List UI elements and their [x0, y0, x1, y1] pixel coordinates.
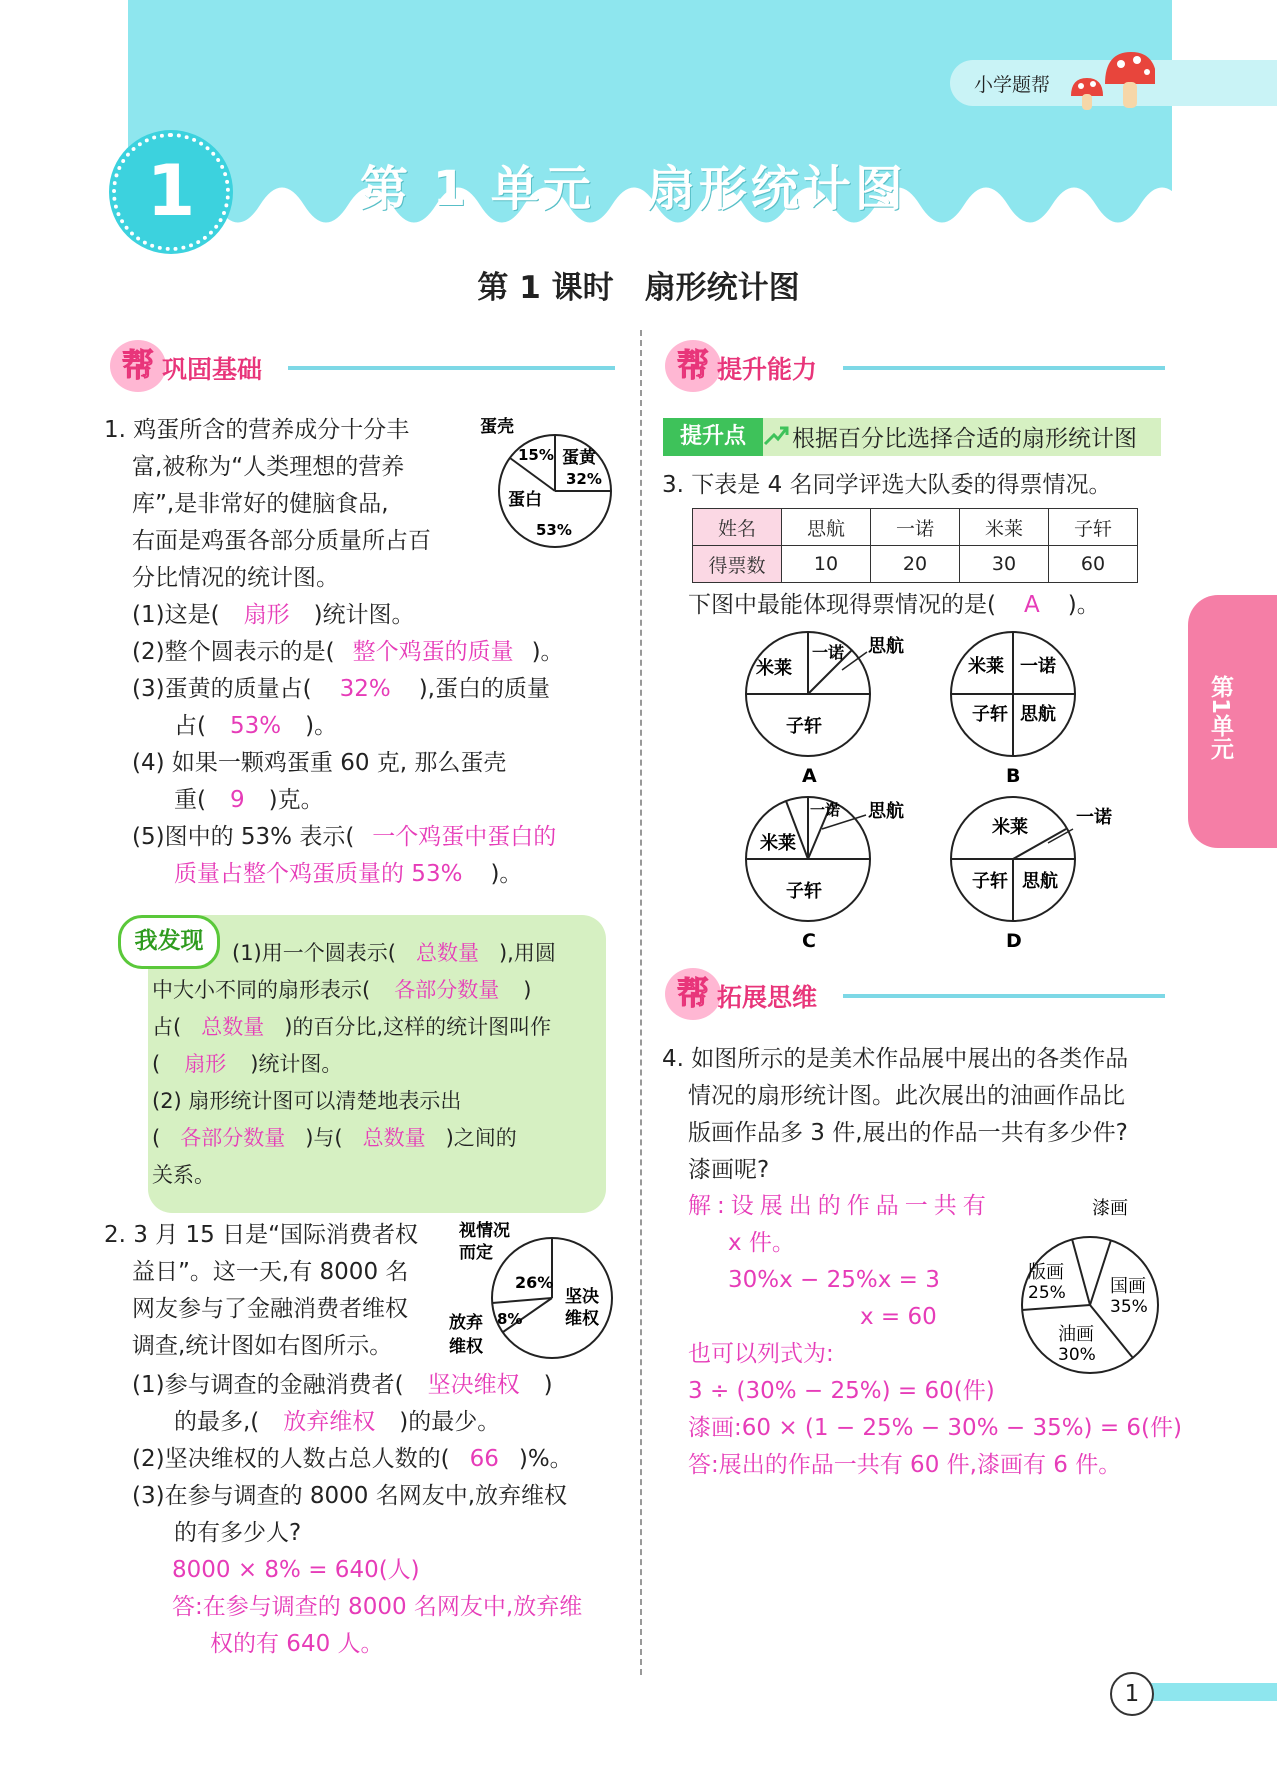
section-badge: 帮: [110, 340, 166, 392]
discover-line: ( 各部分数量 )与( 总数量 )之间的: [152, 1126, 517, 1150]
option-label: 思航: [1022, 871, 1058, 892]
option-label: 米莱: [968, 656, 1004, 677]
mushroom-icon: [1065, 48, 1155, 114]
q4-line: 漆画呢?: [688, 1157, 770, 1183]
q2-part-3b: 的有多少人?: [174, 1520, 302, 1546]
option-letter: D: [1006, 930, 1022, 952]
lesson-title: 第 1 课时 扇形统计图: [477, 270, 800, 306]
pie-label: 油画: [1058, 1324, 1094, 1345]
q4-step: x = 60: [860, 1304, 937, 1330]
pie-label: 15%: [518, 446, 554, 464]
q1-part-2: (2)整个圆表示的是( 整个鸡蛋的质量 )。: [132, 639, 564, 665]
q1-parts: [132, 597, 564, 893]
q2-line: 益日”。这一天,有 8000 名: [132, 1259, 409, 1285]
discover-line: ( 扇形 )统计图。: [152, 1052, 343, 1076]
unit-title: 第 1 单元 扇形统计图: [360, 161, 907, 217]
pie-label: 32%: [566, 470, 602, 488]
section-badge: 帮: [665, 340, 721, 392]
side-tab-label: 第1单元: [1207, 675, 1233, 761]
pie-label: 坚决: [565, 1287, 599, 1307]
table-cell: 20: [871, 546, 960, 583]
discover-badge: 我发现: [118, 915, 220, 969]
pie-label: 25%: [1028, 1283, 1066, 1303]
discover-line: (1)用一个圆表示( 总数量 ),用圆: [232, 941, 556, 965]
q1-part-5: (5)图中的 53% 表示( 一个鸡蛋中蛋白的: [132, 824, 557, 850]
option-letter: C: [802, 930, 816, 952]
pie-label: 维权: [565, 1309, 599, 1329]
discover-text: [152, 935, 600, 1194]
table-row: [693, 546, 1138, 583]
q1-line: 右面是鸡蛋各部分质量所占百: [132, 528, 431, 554]
q4-line: 4. 如图所示的是美术作品展中展出的各类作品: [662, 1046, 1129, 1072]
pie-label: 53%: [536, 521, 572, 539]
pie-label: 蛋白: [508, 490, 542, 510]
q4-step: 3 ÷ (30% − 25%) = 60(件): [688, 1378, 995, 1404]
discover-line: (2) 扇形统计图可以清楚地表示出: [152, 1089, 462, 1113]
q1-part-1: (1)这是( 扇形 )统计图。: [132, 602, 415, 628]
column-divider: [640, 330, 642, 1675]
arrow-icon: [762, 424, 790, 450]
option-c-chart: [742, 793, 932, 953]
pie-label: 35%: [1110, 1297, 1148, 1317]
q1-stem: [104, 412, 431, 597]
pie-label: 放弃: [449, 1313, 483, 1333]
option-label: 米莱: [756, 658, 792, 679]
section-expand-header: [665, 968, 1170, 1020]
pie-label: 26%: [515, 1273, 554, 1292]
votes-table: [692, 508, 1138, 583]
table-header-cell: 米莱: [960, 509, 1049, 546]
pie-label: 漆画: [1092, 1198, 1128, 1219]
option-label: 思航: [1020, 704, 1056, 725]
table-cell: 60: [1049, 546, 1138, 583]
discover-line: 占( 总数量 )的百分比,这样的统计图叫作: [152, 1015, 552, 1039]
option-label: 子轩: [972, 871, 1008, 892]
pie-label: 蛋黄: [562, 448, 596, 468]
option-label: 一诺: [1076, 807, 1112, 828]
q2-part-3: (3)在参与调查的 8000 名网友中,放弃维权: [132, 1483, 568, 1509]
option-label: 一诺: [810, 801, 841, 819]
pie-label: 而定: [459, 1243, 493, 1263]
point-text: 根据百分比选择合适的扇形统计图: [792, 426, 1137, 452]
pie-label: 版画: [1028, 1262, 1064, 1283]
q2-answer-calc: 8000 × 8% = 640(人): [172, 1557, 420, 1583]
section-line: [843, 994, 1165, 998]
option-label: 米莱: [760, 833, 796, 854]
pie-label: 国画: [1110, 1276, 1146, 1297]
option-label: 一诺: [1020, 656, 1056, 677]
discover-line: 中大小不同的扇形表示( 各部分数量 ): [152, 978, 532, 1002]
section-title: 巩固基础: [162, 355, 263, 384]
option-label: 子轩: [786, 881, 822, 902]
q4-stem: [662, 1041, 1128, 1189]
q2-answer: 答:在参与调查的 8000 名网友中,放弃维: [172, 1594, 583, 1620]
table-cell: 得票数: [693, 546, 782, 583]
option-d-chart: [948, 793, 1128, 953]
pie-label: 30%: [1058, 1345, 1096, 1365]
table-header-cell: 姓名: [693, 509, 782, 546]
brand-name: 小学题帮: [974, 74, 1051, 96]
option-letter: B: [1006, 765, 1021, 787]
section-improve-header: [665, 340, 1170, 392]
q1-pie-chart: [470, 415, 620, 550]
q4-step: x 件。: [728, 1230, 795, 1256]
table-cell: 30: [960, 546, 1049, 583]
q1-part-5b: 质量占整个鸡蛋质量的 53% )。: [174, 861, 523, 887]
unit-side-tab: [1188, 595, 1277, 848]
q2-part-1: (1)参与调查的金融消费者( 坚决维权 ): [132, 1372, 553, 1398]
q2-part-1b: 的最多,( 放弃维权 )的最少。: [174, 1409, 501, 1435]
q4-step: 30%x − 25%x = 3: [728, 1267, 940, 1293]
q1-part-3: (3)蛋黄的质量占( 32% ),蛋白的质量: [132, 676, 550, 702]
q1-part-3b: 占( 53% )。: [174, 713, 338, 739]
section-basic-header: [110, 340, 615, 392]
q1-line: 富,被称为“人类理想的营养: [132, 454, 405, 480]
pie-label: 维权: [449, 1337, 483, 1357]
q4-step: 也可以列式为:: [688, 1341, 834, 1367]
q4-solution: [688, 1188, 1182, 1484]
q2-line: 网友参与了金融消费者维权: [132, 1296, 408, 1322]
q1-part-4b: 重( 9 )克。: [174, 787, 324, 813]
page-number-bar: [1140, 1683, 1277, 1701]
pie-label: 蛋壳: [480, 417, 514, 437]
table-header-cell: 一诺: [871, 509, 960, 546]
table-header-cell: 思航: [782, 509, 871, 546]
option-a-chart: [742, 628, 932, 788]
page-number: 1: [1110, 1672, 1154, 1716]
q2-parts: [132, 1367, 582, 1663]
q4-step: 解:设展出的作品一共有: [688, 1193, 992, 1219]
q3-stem: 3. 下表是 4 名同学评选大队委的得票情况。: [662, 472, 1112, 498]
unit-number-badge: 1: [112, 133, 230, 251]
table-header-cell: 子轩: [1049, 509, 1138, 546]
section-line: [288, 366, 615, 370]
q3-ask: 下图中最能体现得票情况的是( A )。: [688, 592, 1100, 618]
section-title: 提升能力: [717, 355, 818, 384]
option-label: 米莱: [992, 817, 1028, 838]
q1-line: 分比情况的统计图。: [132, 565, 339, 591]
option-label: 子轩: [972, 704, 1008, 725]
q4-line: 版画作品多 3 件,展出的作品一共有多少件?: [688, 1120, 1128, 1146]
q1-line: 库”,是非常好的健脑食品,: [132, 491, 389, 517]
table-row: [693, 509, 1138, 546]
q2-line: 2. 3 月 15 日是“国际消费者权: [104, 1222, 419, 1248]
option-label: 思航: [868, 801, 904, 822]
section-line: [843, 366, 1165, 370]
q4-step: 漆画:60 × (1 − 25% − 30% − 35%) = 6(件): [688, 1415, 1183, 1441]
pie-label: 视情况: [459, 1221, 510, 1241]
option-label: 思航: [868, 636, 904, 657]
q4-line: 情况的扇形统计图。此次展出的油画作品比: [688, 1083, 1125, 1109]
discover-line: 关系。: [152, 1163, 215, 1187]
pie-label: 8%: [497, 1310, 523, 1328]
q4-answer: 答:展出的作品一共有 60 件,漆画有 6 件。: [688, 1452, 1122, 1478]
option-b-chart: [948, 628, 1088, 788]
option-label: 子轩: [786, 716, 822, 737]
option-letter: A: [802, 765, 817, 787]
q2-pie-chart: [447, 1218, 617, 1368]
q2-part-2: (2)坚决维权的人数占总人数的( 66 )%。: [132, 1446, 573, 1472]
q1-line: 1. 鸡蛋所含的营养成分十分丰: [104, 417, 410, 443]
q2-answer-cont: 权的有 640 人。: [210, 1631, 384, 1657]
q1-part-4: (4) 如果一颗鸡蛋重 60 克, 那么蛋壳: [132, 750, 507, 776]
option-label: 一诺: [812, 643, 845, 662]
q2-line: 调查,统计图如右图所示。: [132, 1333, 393, 1359]
q2-stem: [104, 1217, 418, 1365]
point-badge: 提升点: [663, 418, 763, 456]
section-title: 拓展思维: [717, 983, 818, 1012]
section-badge: 帮: [665, 968, 721, 1020]
table-cell: 10: [782, 546, 871, 583]
